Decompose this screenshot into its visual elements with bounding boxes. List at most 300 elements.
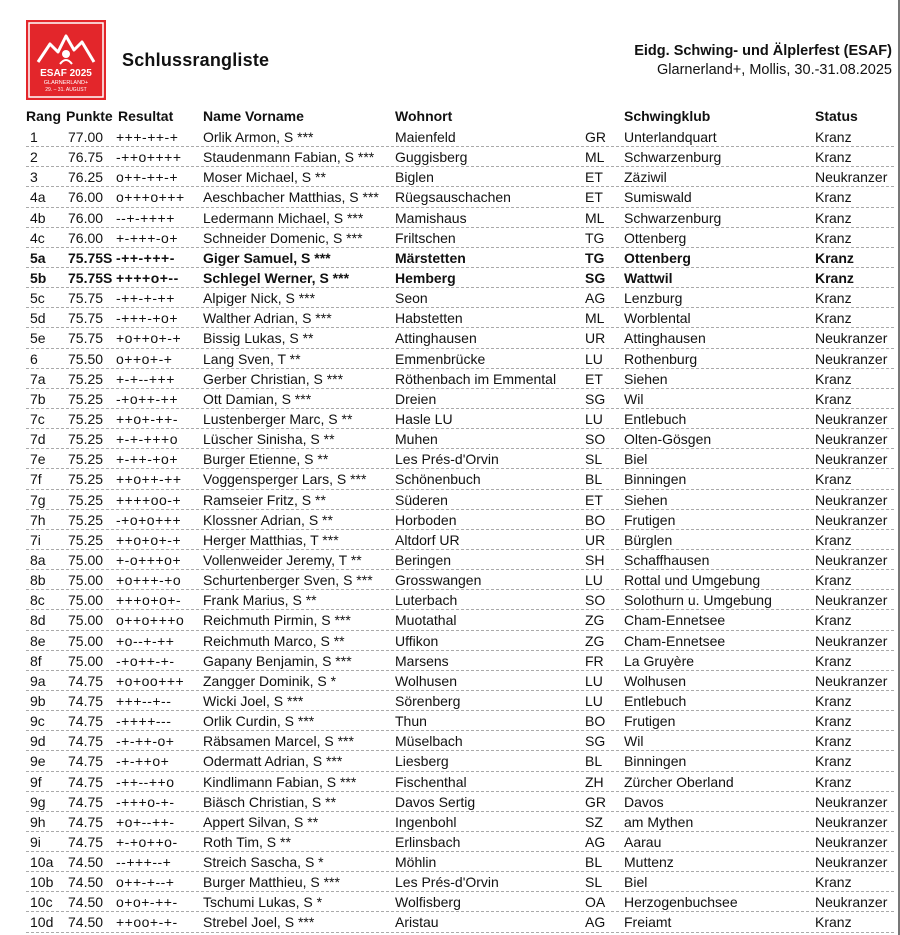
cell-status: Kranz <box>815 290 852 307</box>
cell-name: Vollenweider Jeremy, T ** <box>203 551 362 568</box>
cell-name: Schlegel Werner, S *** <box>203 269 350 286</box>
cell-name: Ledermann Michael, S *** <box>203 209 364 226</box>
cell-wohnort: Beringen <box>395 551 452 568</box>
cell-status: Kranz <box>815 310 852 327</box>
cell-rang: 10a <box>30 854 54 871</box>
cell-wohnort: Horboden <box>395 511 457 528</box>
cell-rang: 10d <box>30 914 54 931</box>
cell-klub: Aarau <box>624 833 662 850</box>
cell-wohnort: Möhlin <box>395 854 437 871</box>
cell-name: Walther Adrian, S *** <box>203 310 332 327</box>
cell-wohnort: Emmenbrücke <box>395 350 486 367</box>
cell-rang: 5d <box>30 310 46 327</box>
cell-wohnort: Grosswangen <box>395 572 482 589</box>
cell-name: Schurtenberger Sven, S *** <box>203 572 373 589</box>
cell-kanton: ZG <box>585 632 605 649</box>
cell-status: Kranz <box>815 773 852 790</box>
table-row <box>0 389 900 409</box>
header-status: Status <box>815 108 858 124</box>
logo-line3: 29. – 31. AUGUST <box>45 87 87 93</box>
cell-name: Voggensperger Lars, S *** <box>203 471 367 488</box>
table-row <box>0 369 900 389</box>
cell-punkte: 74.75 <box>68 753 104 770</box>
cell-punkte: 76.25 <box>68 169 104 186</box>
cell-status: Neukranzer <box>815 672 888 689</box>
table-row <box>0 469 900 489</box>
cell-kanton: ML <box>585 149 605 166</box>
cell-klub: Entlebuch <box>624 410 687 427</box>
cell-kanton: SG <box>585 733 606 750</box>
cell-punkte: 74.75 <box>68 833 104 850</box>
cell-punkte: 74.50 <box>68 914 104 931</box>
table-row <box>0 631 900 651</box>
cell-wohnort: Sörenberg <box>395 692 461 709</box>
cell-kanton: ET <box>585 370 603 387</box>
table-row <box>0 530 900 550</box>
cell-wohnort: Mamishaus <box>395 209 467 226</box>
cell-punkte: 75.25 <box>68 410 104 427</box>
cell-resultat: -+o++-++ <box>116 390 178 407</box>
cell-status: Neukranzer <box>815 431 888 448</box>
cell-wohnort: Les Prés-d'Orvin <box>395 874 499 891</box>
cell-status: Kranz <box>815 572 852 589</box>
cell-kanton: BO <box>585 713 606 730</box>
cell-wohnort: Muotathal <box>395 612 457 629</box>
cell-punkte: 74.75 <box>68 813 104 830</box>
cell-wohnort: Biglen <box>395 169 434 186</box>
cell-resultat: ++o++-++ <box>116 471 182 488</box>
cell-kanton: OA <box>585 894 606 911</box>
cell-rang: 4c <box>30 229 45 246</box>
cell-name: Gapany Benjamin, S *** <box>203 652 352 669</box>
cell-punkte: 75.25 <box>68 471 104 488</box>
cell-kanton: ET <box>585 491 603 508</box>
cell-resultat: o++-++-+ <box>116 169 178 186</box>
cell-resultat: +-+o++o- <box>116 833 178 850</box>
cell-kanton: SL <box>585 874 603 891</box>
cell-wohnort: Schönenbuch <box>395 471 481 488</box>
cell-klub: Muttenz <box>624 854 674 871</box>
logo-line1: ESAF 2025 <box>40 68 92 79</box>
cell-name: Frank Marius, S ** <box>203 592 317 609</box>
cell-status: Kranz <box>815 692 852 709</box>
cell-status: Kranz <box>815 753 852 770</box>
cell-rang: 9a <box>30 672 46 689</box>
cell-punkte: 74.50 <box>68 874 104 891</box>
cell-rang: 7f <box>30 471 42 488</box>
cell-punkte: 75.75S <box>68 269 113 286</box>
cell-rang: 9b <box>30 692 46 709</box>
cell-klub: Ottenberg <box>624 249 691 266</box>
cell-resultat: -+-++o+ <box>116 753 170 770</box>
cell-punkte: 75.75S <box>68 249 113 266</box>
cell-status: Kranz <box>815 229 852 246</box>
table-row <box>0 248 900 268</box>
cell-kanton: TG <box>585 249 605 266</box>
cell-rang: 7h <box>30 511 46 528</box>
cell-resultat: o+++o+++ <box>116 189 185 206</box>
cell-kanton: TG <box>585 229 605 246</box>
table-row <box>0 349 900 369</box>
cell-rang: 3 <box>30 169 38 186</box>
event-name: Eidg. Schwing- und Älplerfest (ESAF) <box>634 43 892 59</box>
cell-klub: Freiamt <box>624 914 672 931</box>
cell-resultat: -++-+-++ <box>116 290 175 307</box>
cell-kanton: UR <box>585 330 606 347</box>
cell-punkte: 74.75 <box>68 672 104 689</box>
cell-wohnort: Röthenbach im Emmental <box>395 370 557 387</box>
cell-wohnort: Aristau <box>395 914 439 931</box>
cell-punkte: 74.75 <box>68 733 104 750</box>
esaf-logo-icon <box>26 20 106 100</box>
cell-punkte: 75.75 <box>68 330 104 347</box>
esaf-logo <box>26 20 106 100</box>
cell-kanton: BL <box>585 753 603 770</box>
table-row <box>0 288 900 308</box>
cell-name: Biäsch Christian, S ** <box>203 793 337 810</box>
cell-name: Strebel Joel, S *** <box>203 914 315 931</box>
cell-rang: 8e <box>30 632 46 649</box>
table-row <box>0 550 900 570</box>
cell-resultat: +-+-+++o <box>116 431 178 448</box>
cell-rang: 10b <box>30 874 54 891</box>
cell-kanton: FR <box>585 652 604 669</box>
cell-name: Alpiger Nick, S *** <box>203 290 316 307</box>
cell-name: Roth Tim, S ** <box>203 833 291 850</box>
cell-status: Neukranzer <box>815 491 888 508</box>
cell-klub: Davos <box>624 793 664 810</box>
cell-resultat: +o+++-+o <box>116 572 182 589</box>
cell-klub: Cham-Ennetsee <box>624 612 726 629</box>
cell-kanton: AG <box>585 290 606 307</box>
cell-rang: 8a <box>30 551 46 568</box>
cell-status: Kranz <box>815 733 852 750</box>
cell-rang: 8b <box>30 572 46 589</box>
cell-kanton: LU <box>585 350 603 367</box>
cell-status: Kranz <box>815 471 852 488</box>
table-row <box>0 651 900 671</box>
cell-name: Ramseier Fritz, S ** <box>203 491 326 508</box>
cell-klub: Unterlandquart <box>624 129 717 145</box>
cell-status: Neukranzer <box>815 350 888 367</box>
header-wohnort: Wohnort <box>395 108 453 124</box>
cell-name: Tschumi Lukas, S * <box>203 894 323 911</box>
cell-status: Kranz <box>815 914 852 931</box>
cell-rang: 5e <box>30 330 46 347</box>
cell-punkte: 74.75 <box>68 692 104 709</box>
table-row <box>0 610 900 630</box>
cell-kanton: GR <box>585 793 606 810</box>
cell-rang: 9g <box>30 793 46 810</box>
cell-name: Orlik Armon, S *** <box>203 129 314 145</box>
table-row <box>0 792 900 812</box>
table-row <box>0 449 900 469</box>
cell-kanton: SO <box>585 431 606 448</box>
cell-wohnort: Uffikon <box>395 632 439 649</box>
cell-kanton: LU <box>585 672 603 689</box>
cell-resultat: -+++-+o+ <box>116 310 178 327</box>
cell-klub: Olten-Gösgen <box>624 431 712 448</box>
header-punkte: Punkte <box>66 108 113 124</box>
cell-wohnort: Rüegsauschachen <box>395 189 511 206</box>
cell-status: Neukranzer <box>815 330 888 347</box>
header-schwingklub: Schwingklub <box>624 108 711 124</box>
cell-rang: 1 <box>30 129 38 145</box>
cell-rang: 8d <box>30 612 46 629</box>
cell-status: Kranz <box>815 249 854 266</box>
cell-punkte: 76.00 <box>68 229 104 246</box>
cell-name: Orlik Curdin, S *** <box>203 713 315 730</box>
cell-kanton: GR <box>585 129 606 145</box>
cell-status: Kranz <box>815 612 852 629</box>
cell-rang: 7g <box>30 491 46 508</box>
cell-rang: 9e <box>30 753 46 770</box>
table-row <box>0 751 900 771</box>
cell-name: Zangger Dominik, S * <box>203 672 337 689</box>
cell-rang: 9c <box>30 713 45 730</box>
table-row <box>0 490 900 510</box>
cell-resultat: +o+--++- <box>116 813 175 830</box>
cell-klub: Entlebuch <box>624 692 687 709</box>
cell-klub: Rothenburg <box>624 350 698 367</box>
ranking-table <box>0 127 900 933</box>
table-row <box>0 691 900 711</box>
cell-kanton: ML <box>585 209 605 226</box>
cell-klub: Wil <box>624 733 644 750</box>
cell-punkte: 75.25 <box>68 531 104 548</box>
cell-punkte: 75.25 <box>68 451 104 468</box>
cell-wohnort: Altdorf UR <box>395 531 460 548</box>
cell-klub: Biel <box>624 451 648 468</box>
cell-kanton: AG <box>585 833 606 850</box>
cell-rang: 9f <box>30 773 42 790</box>
cell-klub: Ottenberg <box>624 229 687 246</box>
cell-wohnort: Hemberg <box>395 269 456 286</box>
cell-status: Kranz <box>815 874 852 891</box>
cell-name: Wicki Joel, S *** <box>203 692 304 709</box>
cell-status: Neukranzer <box>815 632 888 649</box>
cell-name: Kindlimann Fabian, S *** <box>203 773 357 790</box>
cell-kanton: ET <box>585 189 603 206</box>
cell-name: Lüscher Sinisha, S ** <box>203 431 335 448</box>
cell-resultat: +o++o+-+ <box>116 330 182 347</box>
cell-resultat: -+o++-+- <box>116 652 175 669</box>
cell-wohnort: Müselbach <box>395 733 463 750</box>
cell-wohnort: Davos Sertig <box>395 793 476 810</box>
cell-resultat: o++o+-+ <box>116 350 173 367</box>
document-title: Schlussrangliste <box>122 50 270 70</box>
cell-klub: Biel <box>624 874 648 891</box>
cell-klub: Herzogenbuchsee <box>624 894 738 911</box>
cell-kanton: BO <box>585 511 606 528</box>
cell-rang: 7a <box>30 370 46 387</box>
cell-name: Burger Matthieu, S *** <box>203 874 340 891</box>
cell-punkte: 75.00 <box>68 572 104 589</box>
cell-kanton: LU <box>585 410 603 427</box>
cell-kanton: SL <box>585 451 603 468</box>
table-row <box>0 167 900 187</box>
cell-rang: 7b <box>30 390 46 407</box>
table-row <box>0 590 900 610</box>
cell-punkte: 76.00 <box>68 209 104 226</box>
table-row <box>0 772 900 792</box>
cell-punkte: 74.50 <box>68 854 104 871</box>
cell-status: Neukranzer <box>815 813 888 830</box>
cell-status: Neukranzer <box>815 551 888 568</box>
cell-resultat: +-o+++o+ <box>116 551 182 568</box>
table-row <box>0 671 900 691</box>
cell-wohnort: Hasle LU <box>395 410 453 427</box>
table-row <box>0 127 900 147</box>
cell-kanton: ET <box>585 169 603 186</box>
cell-name: Giger Samuel, S *** <box>203 249 331 266</box>
cell-punkte: 76.00 <box>68 189 104 206</box>
cell-punkte: 77.00 <box>68 129 104 145</box>
cell-resultat: +o+oo+++ <box>116 672 185 689</box>
cell-status: Neukranzer <box>815 592 888 609</box>
table-row <box>0 510 900 530</box>
cell-kanton: UR <box>585 531 606 548</box>
cell-punkte: 75.00 <box>68 592 104 609</box>
table-row <box>0 328 900 348</box>
cell-name: Herger Matthias, T *** <box>203 531 339 548</box>
cell-name: Odermatt Adrian, S *** <box>203 753 343 770</box>
cell-punkte: 74.75 <box>68 793 104 810</box>
cell-klub: Binningen <box>624 471 687 488</box>
cell-name: Staudenmann Fabian, S *** <box>203 149 375 166</box>
cell-wohnort: Wolhusen <box>395 672 458 689</box>
cell-rang: 5b <box>30 269 47 286</box>
cell-status: Neukranzer <box>815 793 888 810</box>
cell-rang: 8f <box>30 652 42 669</box>
cell-kanton: BL <box>585 854 603 871</box>
cell-klub: Schwarzenburg <box>624 149 722 166</box>
cell-wohnort: Fischenthal <box>395 773 467 790</box>
table-row <box>0 852 900 872</box>
cell-resultat: -++--++o <box>116 773 175 790</box>
cell-klub: Wolhusen <box>624 672 687 689</box>
cell-status: Neukranzer <box>815 854 888 871</box>
cell-punkte: 74.75 <box>68 713 104 730</box>
cell-punkte: 76.75 <box>68 149 104 166</box>
table-row <box>0 187 900 207</box>
cell-punkte: 74.50 <box>68 894 104 911</box>
cell-resultat: o++o+++o <box>116 612 185 629</box>
cell-rang: 7d <box>30 431 46 448</box>
cell-status: Kranz <box>815 129 852 145</box>
cell-resultat: -++-+++- <box>116 249 175 266</box>
cell-punkte: 75.25 <box>68 491 104 508</box>
cell-wohnort: Attinghausen <box>395 330 477 347</box>
table-row <box>0 208 900 228</box>
cell-klub: La Gruyère <box>624 652 695 669</box>
cell-wohnort: Habstetten <box>395 310 463 327</box>
cell-name: Burger Etienne, S ** <box>203 451 329 468</box>
cell-resultat: +++--+-- <box>116 692 172 709</box>
cell-status: Kranz <box>815 269 854 286</box>
cell-klub: Wil <box>624 390 644 407</box>
cell-resultat: -+++o-+- <box>116 793 175 810</box>
table-row <box>0 832 900 852</box>
cell-rang: 2 <box>30 149 38 166</box>
event-info <box>634 42 892 80</box>
cell-resultat: -++++--- <box>116 713 172 730</box>
table-row <box>0 409 900 429</box>
cell-resultat: ++++o+-- <box>116 269 179 286</box>
cell-klub: Wattwil <box>624 269 673 286</box>
cell-status: Kranz <box>815 713 852 730</box>
cell-status: Kranz <box>815 652 852 669</box>
cell-name: Reichmuth Marco, S ** <box>203 632 345 649</box>
cell-name: Bissig Lukas, S ** <box>203 330 314 347</box>
table-row <box>0 308 900 328</box>
cell-name: Schneider Domenic, S *** <box>203 229 363 246</box>
cell-name: Lang Sven, T ** <box>203 350 301 367</box>
table-row <box>0 711 900 731</box>
cell-kanton: LU <box>585 572 603 589</box>
cell-wohnort: Thun <box>395 713 427 730</box>
cell-punkte: 75.25 <box>68 431 104 448</box>
cell-wohnort: Seon <box>395 290 428 307</box>
cell-klub: Schaffhausen <box>624 551 710 568</box>
cell-kanton: SG <box>585 269 606 286</box>
cell-resultat: ++o+o+-+ <box>116 531 182 548</box>
cell-wohnort: Süderen <box>395 491 448 508</box>
table-row <box>0 731 900 751</box>
cell-klub: Sumiswald <box>624 189 692 206</box>
cell-resultat: o++-+--+ <box>116 874 175 891</box>
cell-resultat: +o--+-++ <box>116 632 175 649</box>
event-place-date: Glarnerland+, Mollis, 30.-31.08.2025 <box>657 62 892 78</box>
cell-kanton: ML <box>585 310 605 327</box>
cell-klub: Zürcher Oberland <box>624 773 734 790</box>
cell-wohnort: Ingenbohl <box>395 813 457 830</box>
cell-status: Kranz <box>815 149 852 166</box>
table-row <box>0 912 900 932</box>
cell-status: Neukranzer <box>815 451 888 468</box>
cell-name: Aeschbacher Matthias, S *** <box>203 189 379 206</box>
cell-rang: 8c <box>30 592 45 609</box>
header-rang: Rang <box>26 108 61 124</box>
header-name: Name Vorname <box>203 108 304 124</box>
cell-resultat: +-+--+++ <box>116 370 175 387</box>
cell-status: Neukranzer <box>815 169 888 186</box>
cell-klub: Siehen <box>624 370 668 387</box>
cell-punkte: 75.75 <box>68 310 104 327</box>
cell-resultat: ++++oo-+ <box>116 491 182 508</box>
cell-klub: Schwarzenburg <box>624 209 722 226</box>
cell-name: Moser Michael, S ** <box>203 169 326 186</box>
logo-line2: GLARNERLAND+ <box>43 80 89 86</box>
cell-name: Räbsamen Marcel, S *** <box>203 733 354 750</box>
table-row <box>0 570 900 590</box>
cell-punkte: 75.00 <box>68 632 104 649</box>
cell-name: Streich Sascha, S * <box>203 854 324 871</box>
cell-kanton: ZH <box>585 773 604 790</box>
table-row <box>0 147 900 167</box>
cell-resultat: --+-++++ <box>116 209 175 226</box>
cell-kanton: BL <box>585 471 603 488</box>
cell-name: Ott Damian, S *** <box>203 390 312 407</box>
cell-status: Kranz <box>815 370 852 387</box>
cell-kanton: AG <box>585 914 606 931</box>
cell-status: Kranz <box>815 531 852 548</box>
cell-kanton: SO <box>585 592 606 609</box>
cell-resultat: -+-++-o+ <box>116 733 175 750</box>
cell-resultat: o+o+-++- <box>116 894 178 911</box>
cell-status: Neukranzer <box>815 833 888 850</box>
cell-klub: Cham-Ennetsee <box>624 632 726 649</box>
